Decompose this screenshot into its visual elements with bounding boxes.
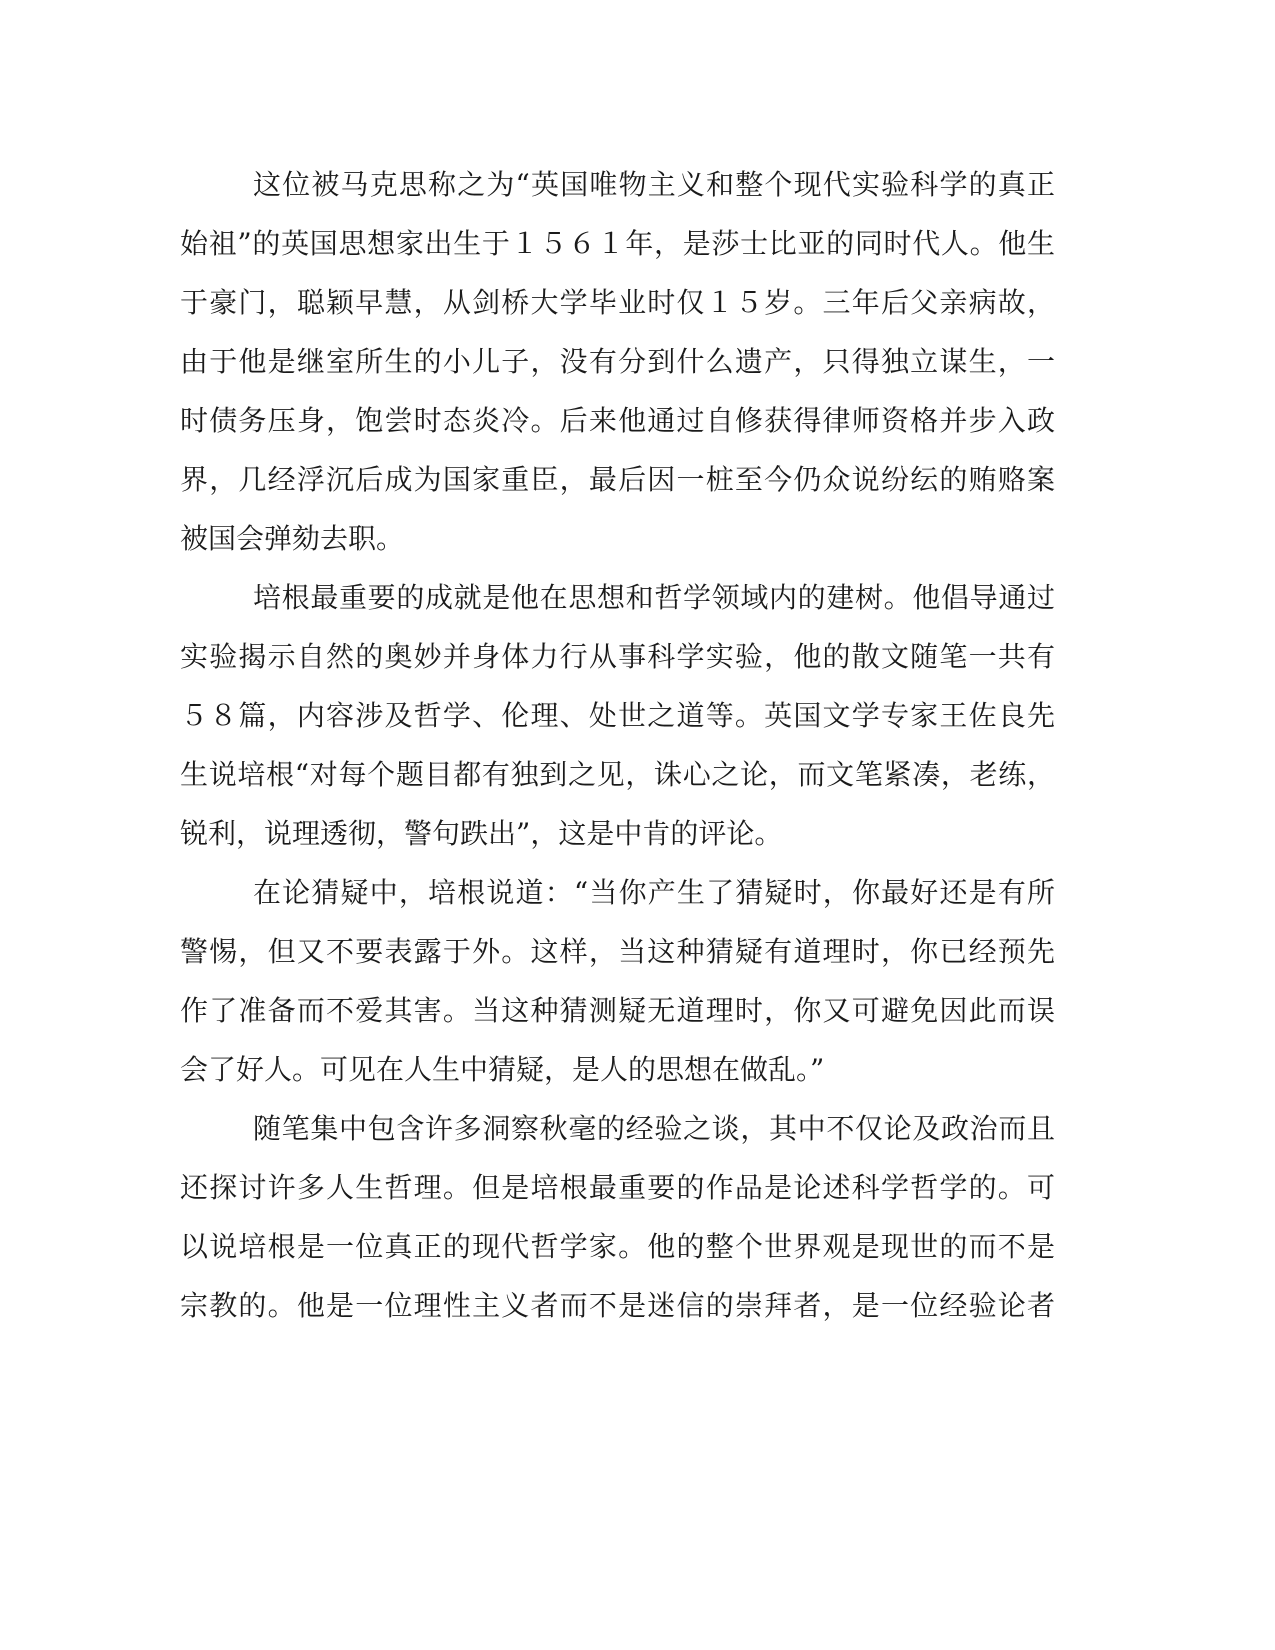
paragraph-line: 以说培根是一位真正的现代哲学家。他的整个世界观是现世的而不是	[180, 1230, 1055, 1263]
paragraph-line: 由于他是继室所生的小儿子，没有分到什么遗产，只得独立谋生，一	[180, 345, 1055, 378]
paragraph-line: 还探讨许多人生哲理。但是培根最重要的作品是论述科学哲学的。可	[180, 1171, 1055, 1204]
paragraph-line: 始祖”的英国思想家出生于１５６１年，是莎士比亚的同时代人。他生	[180, 227, 1055, 260]
paragraph-1	[180, 155, 1055, 568]
paragraph-line: 于豪门，聪颖早慧，从剑桥大学毕业时仅１５岁。三年后父亲病故，	[180, 286, 1055, 319]
paragraph-line: 作了准备而不爱其害。当这种猜测疑无道理时，你又可避免因此而误	[180, 994, 1055, 1027]
paragraph-line: 宗教的。他是一位理性主义者而不是迷信的崇拜者，是一位经验论者	[180, 1289, 1055, 1322]
paragraph-4	[180, 1099, 1055, 1335]
paragraph-line: 会了好人。可见在人生中猜疑，是人的思想在做乱。”	[180, 1053, 825, 1086]
paragraph-line: 警惕，但又不要表露于外。这样，当这种猜疑有道理时，你已经预先	[180, 935, 1055, 968]
paragraph-line: 界，几经浮沉后成为国家重臣，最后因一桩至今仍众说纷纭的贿赂案	[180, 463, 1055, 496]
paragraph-line: 随笔集中包含许多洞察秋毫的经验之谈，其中不仅论及政治而且	[253, 1112, 1055, 1145]
paragraph-line: 在论猜疑中，培根说道：“当你产生了猜疑时，你最好还是有所	[253, 876, 1055, 909]
paragraph-line: 这位被马克思称之为“英国唯物主义和整个现代实验科学的真正	[253, 168, 1055, 201]
paragraph-line: 锐利，说理透彻，警句跌出”，这是中肯的评论。	[180, 817, 783, 850]
paragraph-line: 实验揭示自然的奥妙并身体力行从事科学实验，他的散文随笔一共有	[180, 640, 1055, 673]
paragraph-line: 培根最重要的成就是他在思想和哲学领域内的建树。他倡导通过	[253, 581, 1055, 614]
paragraph-line: 生说培根“对每个题目都有独到之见，诛心之论，而文笔紧凑，老练，	[180, 758, 1055, 791]
document-body	[180, 155, 1055, 1335]
paragraph-2	[180, 568, 1055, 863]
paragraph-line: 时债务压身，饱尝时态炎冷。后来他通过自修获得律师资格并步入政	[180, 404, 1055, 437]
paragraph-line: ５８篇，内容涉及哲学、伦理、处世之道等。英国文学专家王佐良先	[180, 699, 1055, 732]
paragraph-3	[180, 863, 1055, 1099]
paragraph-line: 被国会弹劾去职。	[180, 522, 405, 555]
